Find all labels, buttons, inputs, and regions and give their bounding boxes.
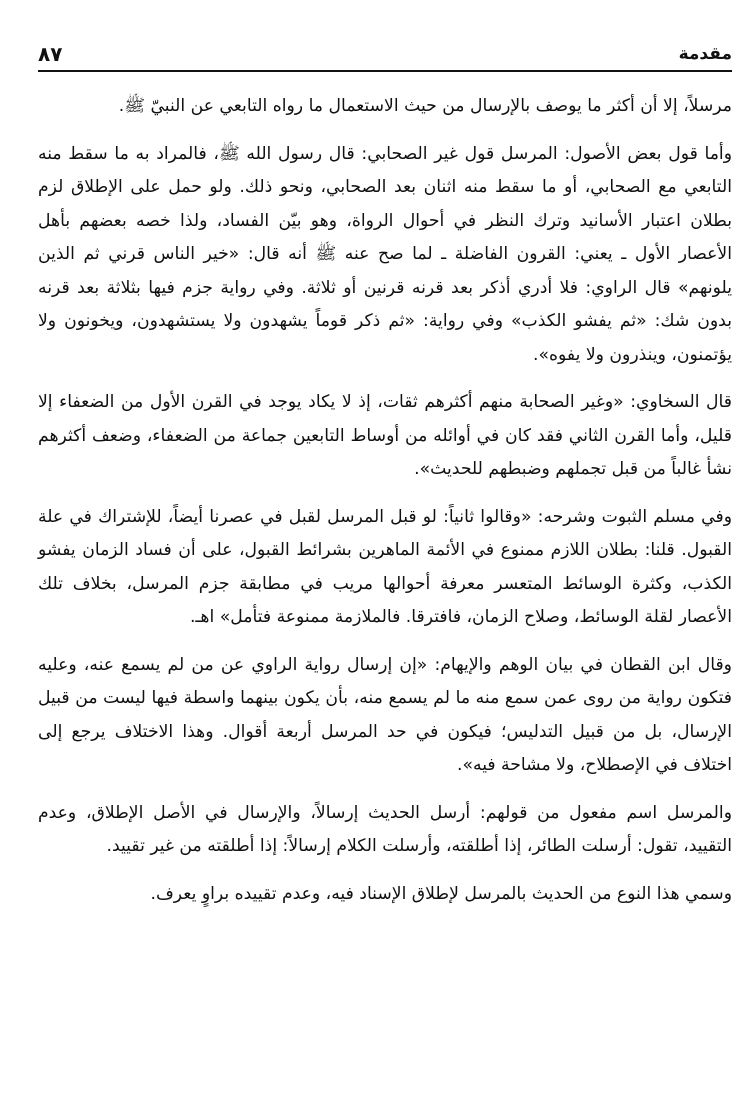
page-header: [38, 0, 732, 72]
paragraph: وسمي هذا النوع من الحديث بالمرسل لإطلاق الإسناد فيه، وعدم تقييده براوٍ يعرف.: [150, 883, 732, 904]
page-body: [38, 90, 732, 911]
paragraph: وفي مسلم الثبوت وشرحه: «وقالوا ثانياً: لو قبل المرسل لقبل في عصرنا أيضاً، للإشتراك في علة القبول. قلنا: بطلان اللازم ممنوع في الأئمة الماهرين بشرائط القبول، على أن فساد الزمان يفشو الكذب، وكثرة الوسائط المتعسر معرفة أحوالها مريب في مطابقة جزم المرسل، بخلاف تلك الأعصار لقلة الوسائط، وصلاح الزمان، فافترقا. فالملازمة ممنوعة فتأمل» اهـ.: [38, 506, 732, 627]
paragraph: قال السخاوي: «وغير الصحابة منهم أكثرهم ثقات، إذ لا يكاد يوجد في القرن الأول من الضعفاء إلا قليل، وأما القرن الثاني فقد كان في أوائله من أوساط التابعين جماعة من الضعفاء، وضعف أكثرهم نشأ غالباً من قبل تجملهم وضبطهم للحديث».: [38, 392, 732, 479]
paragraph: وأما قول بعض الأصول: المرسل قول غير الصحابي: قال رسول الله ﷺ، فالمراد به ما سقط منه التابعي مع الصحابي، أو ما سقط منه اثنان بعد الصحابي، ونحو ذلك. ولو حمل على الإطلاق لزم بطلان اعتبار الأسانيد وترك النظر في أحوال الرواة، وهو بيّن الفساد، ولذا خصه بعضهم بأهل الأعصار الأول ـ يعني: القرون الفاضلة ـ لما صح عنه ﷺ أنه قال: «خير الناس قرني ثم الذين يلونهم» قال الراوي: فلا أدري أذكر بعد قرنه قرنين أو ثلاثة. وفي رواية جزم فيها بثلاثة بعد قرنه بدون شك: «ثم يفشو الكذب» وفي رواية: «ثم ذكر قوماً يشهدون ولا يستشهدون، ويخونون ولا يؤتمنون، وينذرون ولا يفوه».: [38, 143, 732, 365]
paragraph: والمرسل اسم مفعول من قولهم: أرسل الحديث إرسالاً، والإرسال في الأصل الإطلاق، وعدم التقييد، تقول: أرسلت الطائر، إذا أطلقته، وأرسلت الكلام إرسالاً: إذا أطلقته من غير تقييد.: [38, 802, 732, 856]
running-head: مقدمة: [678, 44, 732, 64]
page-number: ٨٧: [38, 42, 63, 66]
paragraph: مرسلاً، إلا أن أكثر ما يوصف بالإرسال من حيث الاستعمال ما رواه التابعي عن النبيّ ﷺ.: [118, 96, 732, 116]
paragraph: وقال ابن القطان في بيان الوهم والإيهام: «إن إرسال رواية الراوي عن من لم يسمع عنه، وعليه فتكون رواية من روى عمن سمع منه ما لم يسمع منه، بأن يكون بينهما واسطة فيها ليست من قبيل الإرسال، بل من قبيل التدليس؛ فيكون في حد المرسل أربعة أقوال. وهذا الاختلاف يرجع إلى اختلاف في الإصطلاح، ولا مشاحة فيه».: [38, 654, 732, 775]
